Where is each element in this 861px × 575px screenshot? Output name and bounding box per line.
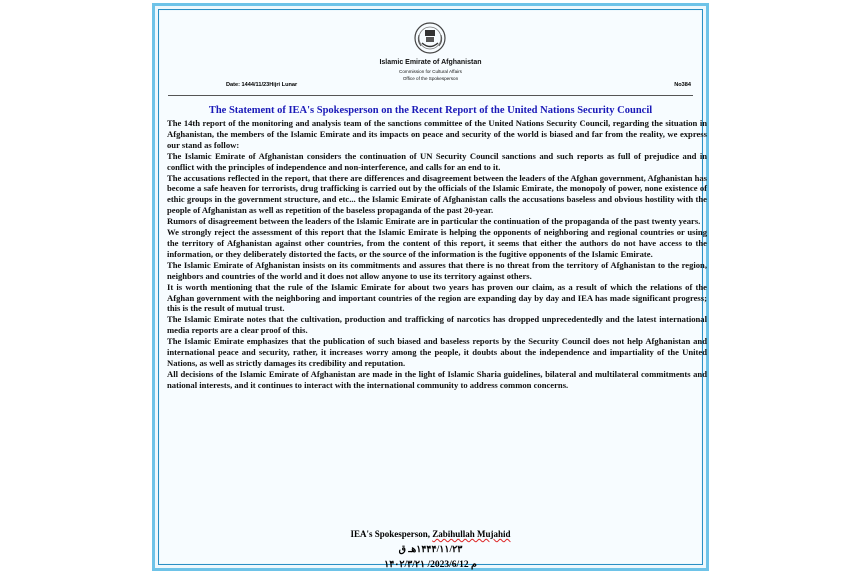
signature-line <box>160 529 701 539</box>
paragraph: The accusations reflected in the report, that there are differences and disagreement between the leaders of the Afghan government, Afghanistan has become a safe heaven for terrorists, drug trafficking is carried out by the officials of the Islamic Emirate, the monopoly of power, none existence of ethic groups in the government structure, and etc... the Islamic Emirate of Afghanistan calls the accusations baseless and obvious hostility with the people of Afghanistan as well as repetition of the baseless propaganda of the past 20-year. <box>167 172 707 216</box>
signature-name: Zabihullah Mujahid <box>432 529 511 539</box>
paragraph: The Islamic Emirate notes that the cultivation, production and trafficking of narcotics has dropped unprecedentedly and the latest international media reports are a clear proof of this. <box>167 314 707 336</box>
paragraph: Rumors of disagreement between the leaders of the Islamic Emirate are in particular the continuation of the propaganda of the past twenty years. <box>167 216 701 227</box>
signature-role: IEA's Spokesperson, <box>350 529 430 539</box>
paragraph: The 14th report of the monitoring and analysis team of the sanctions committee of the United Nations Security Council, regarding the situation in Afghanistan, the members of the Islamic Emirate and its impacts on peace and security of the world is biased and far from the reality, we express our stand as follow: <box>167 118 707 150</box>
emblem-icon <box>411 21 449 55</box>
hijri-date: ۱۴۴۴/۱۱/۲۳هـ ق <box>398 545 463 555</box>
office-name: Office of the Spokesperson <box>402 76 459 81</box>
letter-inner <box>160 11 707 570</box>
paragraph: All decisions of the Islamic Emirate of Afghanistan are made in the light of Islamic Sharia guidelines, bilateral and multilateral commitments and national interests, and it continues to interact with the international community to address common concerns. <box>167 368 707 390</box>
letter-page <box>152 3 709 571</box>
statement-title: The Statement of IEA's Spokesperson on the Recent Report of the United Nations Security Council <box>208 105 653 116</box>
org-name: Islamic Emirate of Afghanistan <box>379 59 482 66</box>
statement-body <box>167 118 707 391</box>
document-date: Date: 1444/11/23Hijri Lunar <box>226 82 298 88</box>
paragraph: The Islamic Emirate of Afghanistan considers the continuation of UN Security Council sanctions and such reports as full of prejudice and in conflict with the principles of independence and non-interference, and calls for an end to it. <box>167 150 707 172</box>
gregorian-date: م 2023/6/12/ ۱۴۰۲/۳/۲۱ <box>384 560 477 570</box>
paragraph: The Islamic Emirate of Afghanistan insists on its commitments and assures that there is no threat from the territory of Afghanistan to the region, neighbors and countries of the world and it does not allow anyone to use its territory against others. <box>167 259 707 281</box>
document-number: No384 <box>674 82 691 88</box>
header-divider <box>168 95 693 96</box>
paragraph: The Islamic Emirate emphasizes that the publication of such biased and baseless reports by the Security Council does not help Afghanistan and international peace and security, rather, it increases worry among the people, it doubts about the independence and impartiality of the United Nations, as well as strictly damages its credibility and reputation. <box>167 336 707 368</box>
paragraph: We strongly reject the assessment of this report that the Islamic Emirate is helping the opponents of neighboring and regional countries or using the territory of Afghanistan against other countries, from the content of this report, it seems that either the authors do not have access to the information, or they deliberately distorted the facts, or the source of the information is the fugitive opponents of the Islamic Emirate. <box>167 227 707 259</box>
commission-name: Commission for Cultural Affairs <box>399 69 462 74</box>
paragraph: It is worth mentioning that the rule of the Islamic Emirate for about two years has proven our claim, as a result of which the relations of the Afghan government with the neighboring and important countries of the region are expanding day by day and IEA has made significant progress; this is the result of mutual trust. <box>167 281 707 314</box>
